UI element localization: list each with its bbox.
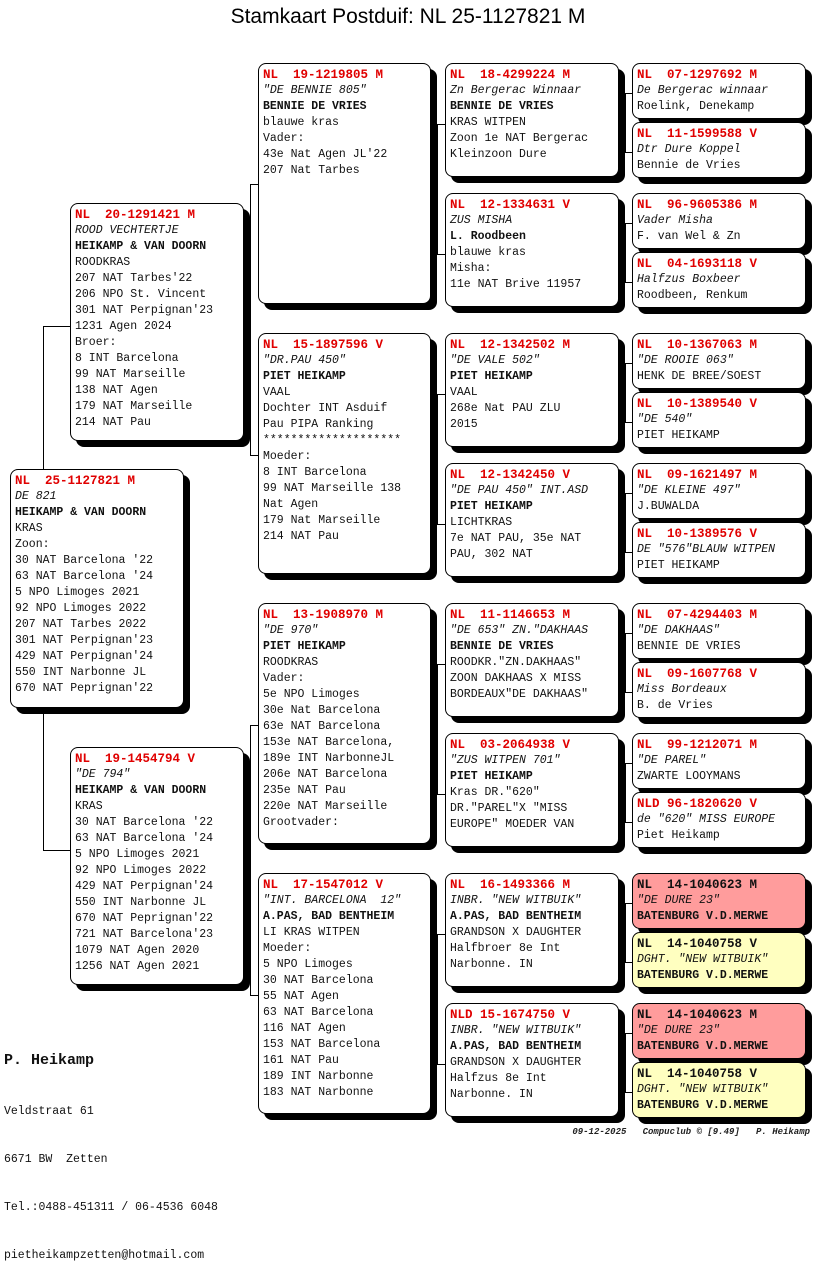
ring-number: NL 20-1291421 M <box>75 208 196 222</box>
info-line: 99 NAT Marseille 138 <box>263 482 402 495</box>
info-line: EUROPE" MOEDER VAN <box>450 818 575 831</box>
connector-line <box>43 707 44 850</box>
connector-line <box>43 326 70 327</box>
pigeon-name: "DE BENNIE 805" <box>263 84 367 97</box>
connector-line <box>250 725 251 995</box>
connector-line <box>437 664 438 794</box>
info-line: 721 NAT Barcelona'23 <box>75 928 214 941</box>
breeder: HENK DE BREE/SOEST <box>637 370 762 383</box>
pedigree-card-great-great-grandparent[interactable] <box>632 252 806 308</box>
ring-number: NL 12-1342502 M <box>450 338 571 352</box>
info-line: 5 NPO Limoges <box>263 958 353 971</box>
ring-number: NL 10-1389576 V <box>637 527 758 541</box>
connector-line <box>625 962 632 963</box>
info-line: KRAS <box>15 522 43 535</box>
info-line: 429 NAT Perpignan'24 <box>75 880 214 893</box>
connector-line <box>625 1033 626 1092</box>
connector-line <box>437 524 445 525</box>
connector-line <box>625 93 626 152</box>
connector-line <box>625 493 632 494</box>
info-line: 63 NAT Barcelona <box>263 1006 374 1019</box>
info-line: 214 NAT Pau <box>75 416 151 429</box>
owner-email[interactable]: pietheikampzetten@hotmail.com <box>4 1249 205 1262</box>
info-line: PAU, 302 NAT <box>450 548 533 561</box>
ring-number: NL 11-1146653 M <box>450 608 571 622</box>
connector-line <box>619 930 625 931</box>
pedigree-card-great-great-grandparent[interactable] <box>632 193 806 249</box>
info-line: 207 NAT Tarbes 2022 <box>15 618 147 631</box>
info-line: 301 NAT Perpignan'23 <box>15 634 154 647</box>
pedigree-card-great-grandparent[interactable] <box>445 333 619 447</box>
pigeon-name: "DE PAREL" <box>637 754 707 767</box>
info-line: 235e NAT Pau <box>263 784 346 797</box>
owner-info <box>4 1018 218 1280</box>
info-line: 220e NAT Marseille <box>263 800 388 813</box>
info-line: 63e NAT Barcelona <box>263 720 381 733</box>
ring-number: NL 10-1367063 M <box>637 338 758 352</box>
pedigree-card-grandparent[interactable] <box>258 333 431 574</box>
pedigree-card-mother[interactable] <box>70 747 244 985</box>
info-line: 138 NAT Agen <box>75 384 158 397</box>
info-line: Broer: <box>75 336 117 349</box>
breeder: A.PAS, BAD BENTHEIM <box>450 910 582 923</box>
pedigree-card-great-great-grandparent[interactable] <box>632 463 806 519</box>
footer-credits: 09-12-2025 Compuclub © [9.49] P. Heikamp <box>572 1127 810 1137</box>
breeder: BENNIE DE VRIES <box>450 100 554 113</box>
breeder: B. de Vries <box>637 699 713 712</box>
connector-line <box>437 124 438 254</box>
connector-line <box>625 422 632 423</box>
owner-phone: Tel.:0488-451311 / 06-4536 6048 <box>4 1201 218 1214</box>
info-line: ROODKRAS <box>75 256 131 269</box>
info-line: 179 Nat Marseille <box>263 514 381 527</box>
info-line: Grootvader: <box>263 816 339 829</box>
info-line: Halfzus 8e Int <box>450 1072 547 1085</box>
connector-line <box>625 152 632 153</box>
ring-number: NL 14-1040758 V <box>637 937 758 951</box>
info-line: 55 NAT Agen <box>263 990 339 1003</box>
info-line: VAAL <box>450 386 478 399</box>
info-line: 30 NAT Barcelona '22 <box>75 816 214 829</box>
pigeon-name: "DE 794" <box>75 768 131 781</box>
pedigree-card-great-great-grandparent[interactable] <box>632 792 806 848</box>
ring-number: NL 14-1040758 V <box>637 1067 758 1081</box>
info-line: Moeder: <box>263 450 312 463</box>
connector-line <box>619 1060 625 1061</box>
connector-line <box>625 1033 632 1034</box>
pigeon-name: "DR.PAU 450" <box>263 354 346 367</box>
connector-line <box>619 520 625 521</box>
pedigree-card-great-grandparent[interactable] <box>445 603 619 717</box>
pigeon-name: Vader Misha <box>637 214 713 227</box>
info-line: 43e Nat Agen JL'22 <box>263 148 388 161</box>
info-line: 207 NAT Tarbes'22 <box>75 272 193 285</box>
info-line: Misha: <box>450 262 492 275</box>
pigeon-name: de "620" MISS EUROPE <box>637 813 776 826</box>
info-line: GRANDSON X DAUGHTER <box>450 926 582 939</box>
pedigree-card-great-great-grandparent[interactable] <box>632 333 806 389</box>
connector-line <box>250 455 258 456</box>
connector-line <box>625 903 632 904</box>
info-line: 189 INT Narbonne <box>263 1070 374 1083</box>
breeder: PIET HEIKAMP <box>450 500 533 513</box>
info-line: Zoon: <box>15 538 50 551</box>
pigeon-name: "ZUS WITPEN 701" <box>450 754 561 767</box>
connector-line <box>625 763 632 764</box>
info-line: 92 NPO Limoges 2022 <box>75 864 207 877</box>
info-line: Vader: <box>263 132 305 145</box>
breeder: PIET HEIKAMP <box>450 770 533 783</box>
info-line: 7e NAT PAU, 35e NAT <box>450 532 582 545</box>
info-line: GRANDSON X DAUGHTER <box>450 1056 582 1069</box>
connector-line <box>437 394 438 524</box>
connector-line <box>625 763 626 822</box>
info-line: 429 NAT Perpignan'24 <box>15 650 154 663</box>
info-line: ROODKRAS <box>263 656 319 669</box>
info-line: 5 NPO Limoges 2021 <box>75 848 200 861</box>
page-title: Stamkaart Postduif: NL 25-1127821 M <box>230 5 586 28</box>
pedigree-card-great-great-grandparent[interactable] <box>632 662 806 718</box>
info-line: 183 NAT Narbonne <box>263 1086 374 1099</box>
breeder: Roodbeen, Renkum <box>637 289 748 302</box>
connector-line <box>437 934 445 935</box>
breeder: ZWARTE LOOYMANS <box>637 770 741 783</box>
owner-city: 6671 BW Zetten <box>4 1153 108 1166</box>
pigeon-name: "DE ROOIE 063" <box>637 354 734 367</box>
ring-number: NL 18-4299224 M <box>450 68 571 82</box>
info-line: 5e NPO Limoges <box>263 688 360 701</box>
info-line: BORDEAUX"DE DAKHAAS" <box>450 688 589 701</box>
info-line: Moeder: <box>263 942 312 955</box>
info-line: ******************** <box>263 434 402 447</box>
info-line: 30e Nat Barcelona <box>263 704 381 717</box>
pigeon-name: DE 821 <box>15 490 57 503</box>
breeder: J.BUWALDA <box>637 500 700 513</box>
pedigree-card-great-great-grandparent[interactable] <box>632 603 806 659</box>
breeder: PIET HEIKAMP <box>450 370 533 383</box>
pedigree-card-father[interactable] <box>70 203 244 441</box>
info-line: 5 NPO Limoges 2021 <box>15 586 140 599</box>
connector-line <box>43 326 44 469</box>
info-line: 153e NAT Barcelona, <box>263 736 395 749</box>
connector-line <box>625 282 632 283</box>
connector-line <box>625 363 632 364</box>
info-line: LICHTKRAS <box>450 516 513 529</box>
pigeon-name: "DE VALE 502" <box>450 354 540 367</box>
breeder: Bennie de Vries <box>637 159 741 172</box>
ring-number: NL 14-1040623 M <box>637 1008 758 1022</box>
info-line: Kleinzoon Dure <box>450 148 547 161</box>
info-line: 550 INT Narbonne JL <box>75 896 207 909</box>
pedigree-card-great-grandparent[interactable] <box>445 733 619 847</box>
pedigree-card-great-great-grandparent[interactable] <box>632 392 806 448</box>
info-line: blauwe kras <box>450 246 526 259</box>
info-line: Pau PIPA Ranking <box>263 418 374 431</box>
breeder: BENNIE DE VRIES <box>263 100 367 113</box>
connector-line <box>625 692 632 693</box>
ring-number: NL 12-1334631 V <box>450 198 571 212</box>
breeder: A.PAS, BAD BENTHEIM <box>450 1040 582 1053</box>
connector-line <box>625 223 626 282</box>
info-line: 92 NPO Limoges 2022 <box>15 602 147 615</box>
pigeon-name: Dtr Dure Koppel <box>637 143 741 156</box>
owner-name: P. Heikamp <box>4 1052 95 1069</box>
pedigree-card-great-grandparent[interactable] <box>445 873 619 987</box>
pedigree-card-great-great-grandparent[interactable] <box>632 1003 806 1059</box>
ring-number: NL 03-2064938 V <box>450 738 571 752</box>
info-line: LI KRAS WITPEN <box>263 926 360 939</box>
info-line: Dochter INT Asduif <box>263 402 388 415</box>
ring-number: NL 16-1493366 M <box>450 878 571 892</box>
info-line: Narbonne. IN <box>450 958 533 971</box>
info-line: 301 NAT Perpignan'23 <box>75 304 214 317</box>
pigeon-name: "DE DURE 23" <box>637 1024 720 1037</box>
breeder: BATENBURG V.D.MERWE <box>637 969 769 982</box>
connector-line <box>250 184 258 185</box>
pedigree-card-great-great-grandparent[interactable] <box>632 1062 806 1118</box>
info-line: 214 NAT Pau <box>263 530 339 543</box>
breeder: A.PAS, BAD BENTHEIM <box>263 910 395 923</box>
owner-address: Veldstraat 61 <box>4 1105 94 1118</box>
pigeon-name: ZUS MISHA <box>450 214 513 227</box>
ring-number: NL 25-1127821 M <box>15 474 136 488</box>
info-line: 8 INT Barcelona <box>263 466 367 479</box>
connector-line <box>619 390 625 391</box>
connector-line <box>437 934 438 1064</box>
info-line: 99 NAT Marseille <box>75 368 186 381</box>
breeder: BENNIE DE VRIES <box>450 640 554 653</box>
info-line: 63 NAT Barcelona '24 <box>75 832 214 845</box>
info-line: Vader: <box>263 672 305 685</box>
connector-line <box>431 183 437 184</box>
pigeon-name: "INT. BARCELONA 12" <box>263 894 402 907</box>
info-line: Zoon 1e NAT Bergerac <box>450 132 589 145</box>
pedigree-card-great-grandparent[interactable] <box>445 193 619 307</box>
info-line: DR."PAREL"X "MISS <box>450 802 568 815</box>
pedigree-card-subject[interactable] <box>10 469 184 708</box>
connector-line <box>431 723 437 724</box>
pedigree-card-great-grandparent[interactable] <box>445 63 619 177</box>
breeder: HEIKAMP & VAN DOORN <box>75 784 207 797</box>
pedigree-card-great-grandparent[interactable] <box>445 1003 619 1117</box>
connector-line <box>250 725 258 726</box>
pigeon-name: DGHT. "NEW WITBUIK" <box>637 953 769 966</box>
pigeon-name: "DE 653" ZN."DAKHAAS <box>450 624 589 637</box>
pedigree-card-grandparent[interactable] <box>258 63 431 304</box>
pigeon-name: DE "576"BLAUW WITPEN <box>637 543 776 556</box>
info-line: 189e INT NarbonneJL <box>263 752 395 765</box>
pigeon-name: INBR. "NEW WITBUIK" <box>450 1024 582 1037</box>
pedigree-card-great-great-grandparent[interactable] <box>632 122 806 178</box>
info-line: 153 NAT Barcelona <box>263 1038 381 1051</box>
info-line: 179 NAT Marseille <box>75 400 193 413</box>
pigeon-name: INBR. "NEW WITBUIK" <box>450 894 582 907</box>
pigeon-name: Miss Bordeaux <box>637 683 727 696</box>
breeder: BATENBURG V.D.MERWE <box>637 1040 769 1053</box>
pedigree-card-grandparent[interactable] <box>258 603 431 844</box>
connector-line <box>437 1064 445 1065</box>
info-line: 670 NAT Peprignan'22 <box>75 912 214 925</box>
ring-number: NLD 15-1674750 V <box>450 1008 571 1022</box>
connector-line <box>619 120 625 121</box>
ring-number: NL 19-1219805 M <box>263 68 384 82</box>
connector-line <box>625 822 632 823</box>
info-line: ROODKR."ZN.DAKHAAS" <box>450 656 582 669</box>
breeder: L. Roodbeen <box>450 230 526 243</box>
pedigree-card-great-great-grandparent[interactable] <box>632 63 806 119</box>
pigeon-name: "DE DAKHAAS" <box>637 624 720 637</box>
ring-number: NL 19-1454794 V <box>75 752 196 766</box>
pigeon-name: De Bergerac winnaar <box>637 84 769 97</box>
info-line: 206 NPO St. Vincent <box>75 288 207 301</box>
ring-number: NL 15-1897596 V <box>263 338 384 352</box>
connector-line <box>625 903 626 962</box>
connector-line <box>625 633 632 634</box>
connector-line <box>619 250 625 251</box>
breeder: HEIKAMP & VAN DOORN <box>15 506 147 519</box>
connector-line <box>437 394 445 395</box>
info-line: KRAS <box>75 800 103 813</box>
connector-line <box>43 850 70 851</box>
breeder: PIET HEIKAMP <box>637 559 720 572</box>
info-line: Narbonne. IN <box>450 1088 533 1101</box>
breeder: F. van Wel & Zn <box>637 230 741 243</box>
pedigree-card-grandparent[interactable] <box>258 873 431 1114</box>
pedigree-card-great-great-grandparent[interactable] <box>632 733 806 789</box>
info-line: blauwe kras <box>263 116 339 129</box>
pedigree-card-great-great-grandparent[interactable] <box>632 932 806 988</box>
connector-line <box>437 664 445 665</box>
pigeon-name: "DE KLEINE 497" <box>637 484 741 497</box>
connector-line <box>625 1092 632 1093</box>
pigeon-name: "DE PAU 450" INT.ASD <box>450 484 589 497</box>
pedigree-card-great-great-grandparent[interactable] <box>632 873 806 929</box>
pigeon-name: ROOD VECHTERTJE <box>75 224 179 237</box>
info-line: 1256 NAT Agen 2021 <box>75 960 200 973</box>
connector-line <box>431 453 437 454</box>
ring-number: NL 09-1607768 V <box>637 667 758 681</box>
connector-line <box>437 254 445 255</box>
pedigree-card-great-grandparent[interactable] <box>445 463 619 577</box>
breeder: BATENBURG V.D.MERWE <box>637 910 769 923</box>
info-line: 1079 NAT Agen 2020 <box>75 944 200 957</box>
breeder: Piet Heikamp <box>637 829 720 842</box>
ring-number: NL 12-1342450 V <box>450 468 571 482</box>
breeder: PIET HEIKAMP <box>637 429 720 442</box>
info-line: 670 NAT Peprignan'22 <box>15 682 154 695</box>
info-line: 63 NAT Barcelona '24 <box>15 570 154 583</box>
breeder: PIET HEIKAMP <box>263 640 346 653</box>
breeder: HEIKAMP & VAN DOORN <box>75 240 207 253</box>
info-line: Nat Agen <box>263 498 319 511</box>
ring-number: NL 11-1599588 V <box>637 127 758 141</box>
ring-number: NL 14-1040623 M <box>637 878 758 892</box>
info-line: 268e Nat PAU ZLU <box>450 402 561 415</box>
ring-number: NL 09-1621497 M <box>637 468 758 482</box>
ring-number: NL 07-1297692 M <box>637 68 758 82</box>
ring-number: NL 10-1389540 V <box>637 397 758 411</box>
info-line: VAAL <box>263 386 291 399</box>
ring-number: NL 17-1547012 V <box>263 878 384 892</box>
ring-number: NL 13-1908970 M <box>263 608 384 622</box>
info-line: 550 INT Narbonne JL <box>15 666 147 679</box>
info-line: Kras DR."620" <box>450 786 540 799</box>
pigeon-name: Halfzus Boxbeer <box>637 273 741 286</box>
pigeon-name: Zn Bergerac Winnaar <box>450 84 582 97</box>
info-line: ZOON DAKHAAS X MISS <box>450 672 582 685</box>
info-line: Halfbroer 8e Int <box>450 942 561 955</box>
ring-number: NL 07-4294403 M <box>637 608 758 622</box>
info-line: 1231 Agen 2024 <box>75 320 172 333</box>
connector-line <box>625 633 626 692</box>
info-line: 206e NAT Barcelona <box>263 768 388 781</box>
pigeon-name: "DE 540" <box>637 413 693 426</box>
connector-line <box>625 223 632 224</box>
connector-line <box>250 184 251 455</box>
pigeon-name: "DE DURE 23" <box>637 894 720 907</box>
pigeon-name: DGHT. "NEW WITBUIK" <box>637 1083 769 1096</box>
connector-line <box>625 93 632 94</box>
info-line: 2015 <box>450 418 478 431</box>
info-line: 11e NAT Brive 11957 <box>450 278 582 291</box>
connector-line <box>619 660 625 661</box>
pigeon-name: "DE 970" <box>263 624 319 637</box>
info-line: 116 NAT Agen <box>263 1022 346 1035</box>
info-line: 30 NAT Barcelona '22 <box>15 554 154 567</box>
breeder: Roelink, Denekamp <box>637 100 755 113</box>
ring-number: NLD 96-1820620 V <box>637 797 758 811</box>
connector-line <box>619 790 625 791</box>
ring-number: NL 96-9605386 M <box>637 198 758 212</box>
breeder: PIET HEIKAMP <box>263 370 346 383</box>
connector-line <box>437 794 445 795</box>
info-line: KRAS WITPEN <box>450 116 526 129</box>
connector-line <box>625 552 632 553</box>
connector-line <box>625 363 626 422</box>
info-line: 30 NAT Barcelona <box>263 974 374 987</box>
pedigree-card-great-great-grandparent[interactable] <box>632 522 806 578</box>
connector-line <box>437 124 445 125</box>
connector-line <box>431 993 437 994</box>
connector-line <box>250 995 258 996</box>
ring-number: NL 99-1212071 M <box>637 738 758 752</box>
info-line: 161 NAT Pau <box>263 1054 339 1067</box>
info-line: 8 INT Barcelona <box>75 352 179 365</box>
breeder: BATENBURG V.D.MERWE <box>637 1099 769 1112</box>
connector-line <box>625 493 626 552</box>
info-line: 207 Nat Tarbes <box>263 164 360 177</box>
breeder: BENNIE DE VRIES <box>637 640 741 653</box>
ring-number: NL 04-1693118 V <box>637 257 758 271</box>
